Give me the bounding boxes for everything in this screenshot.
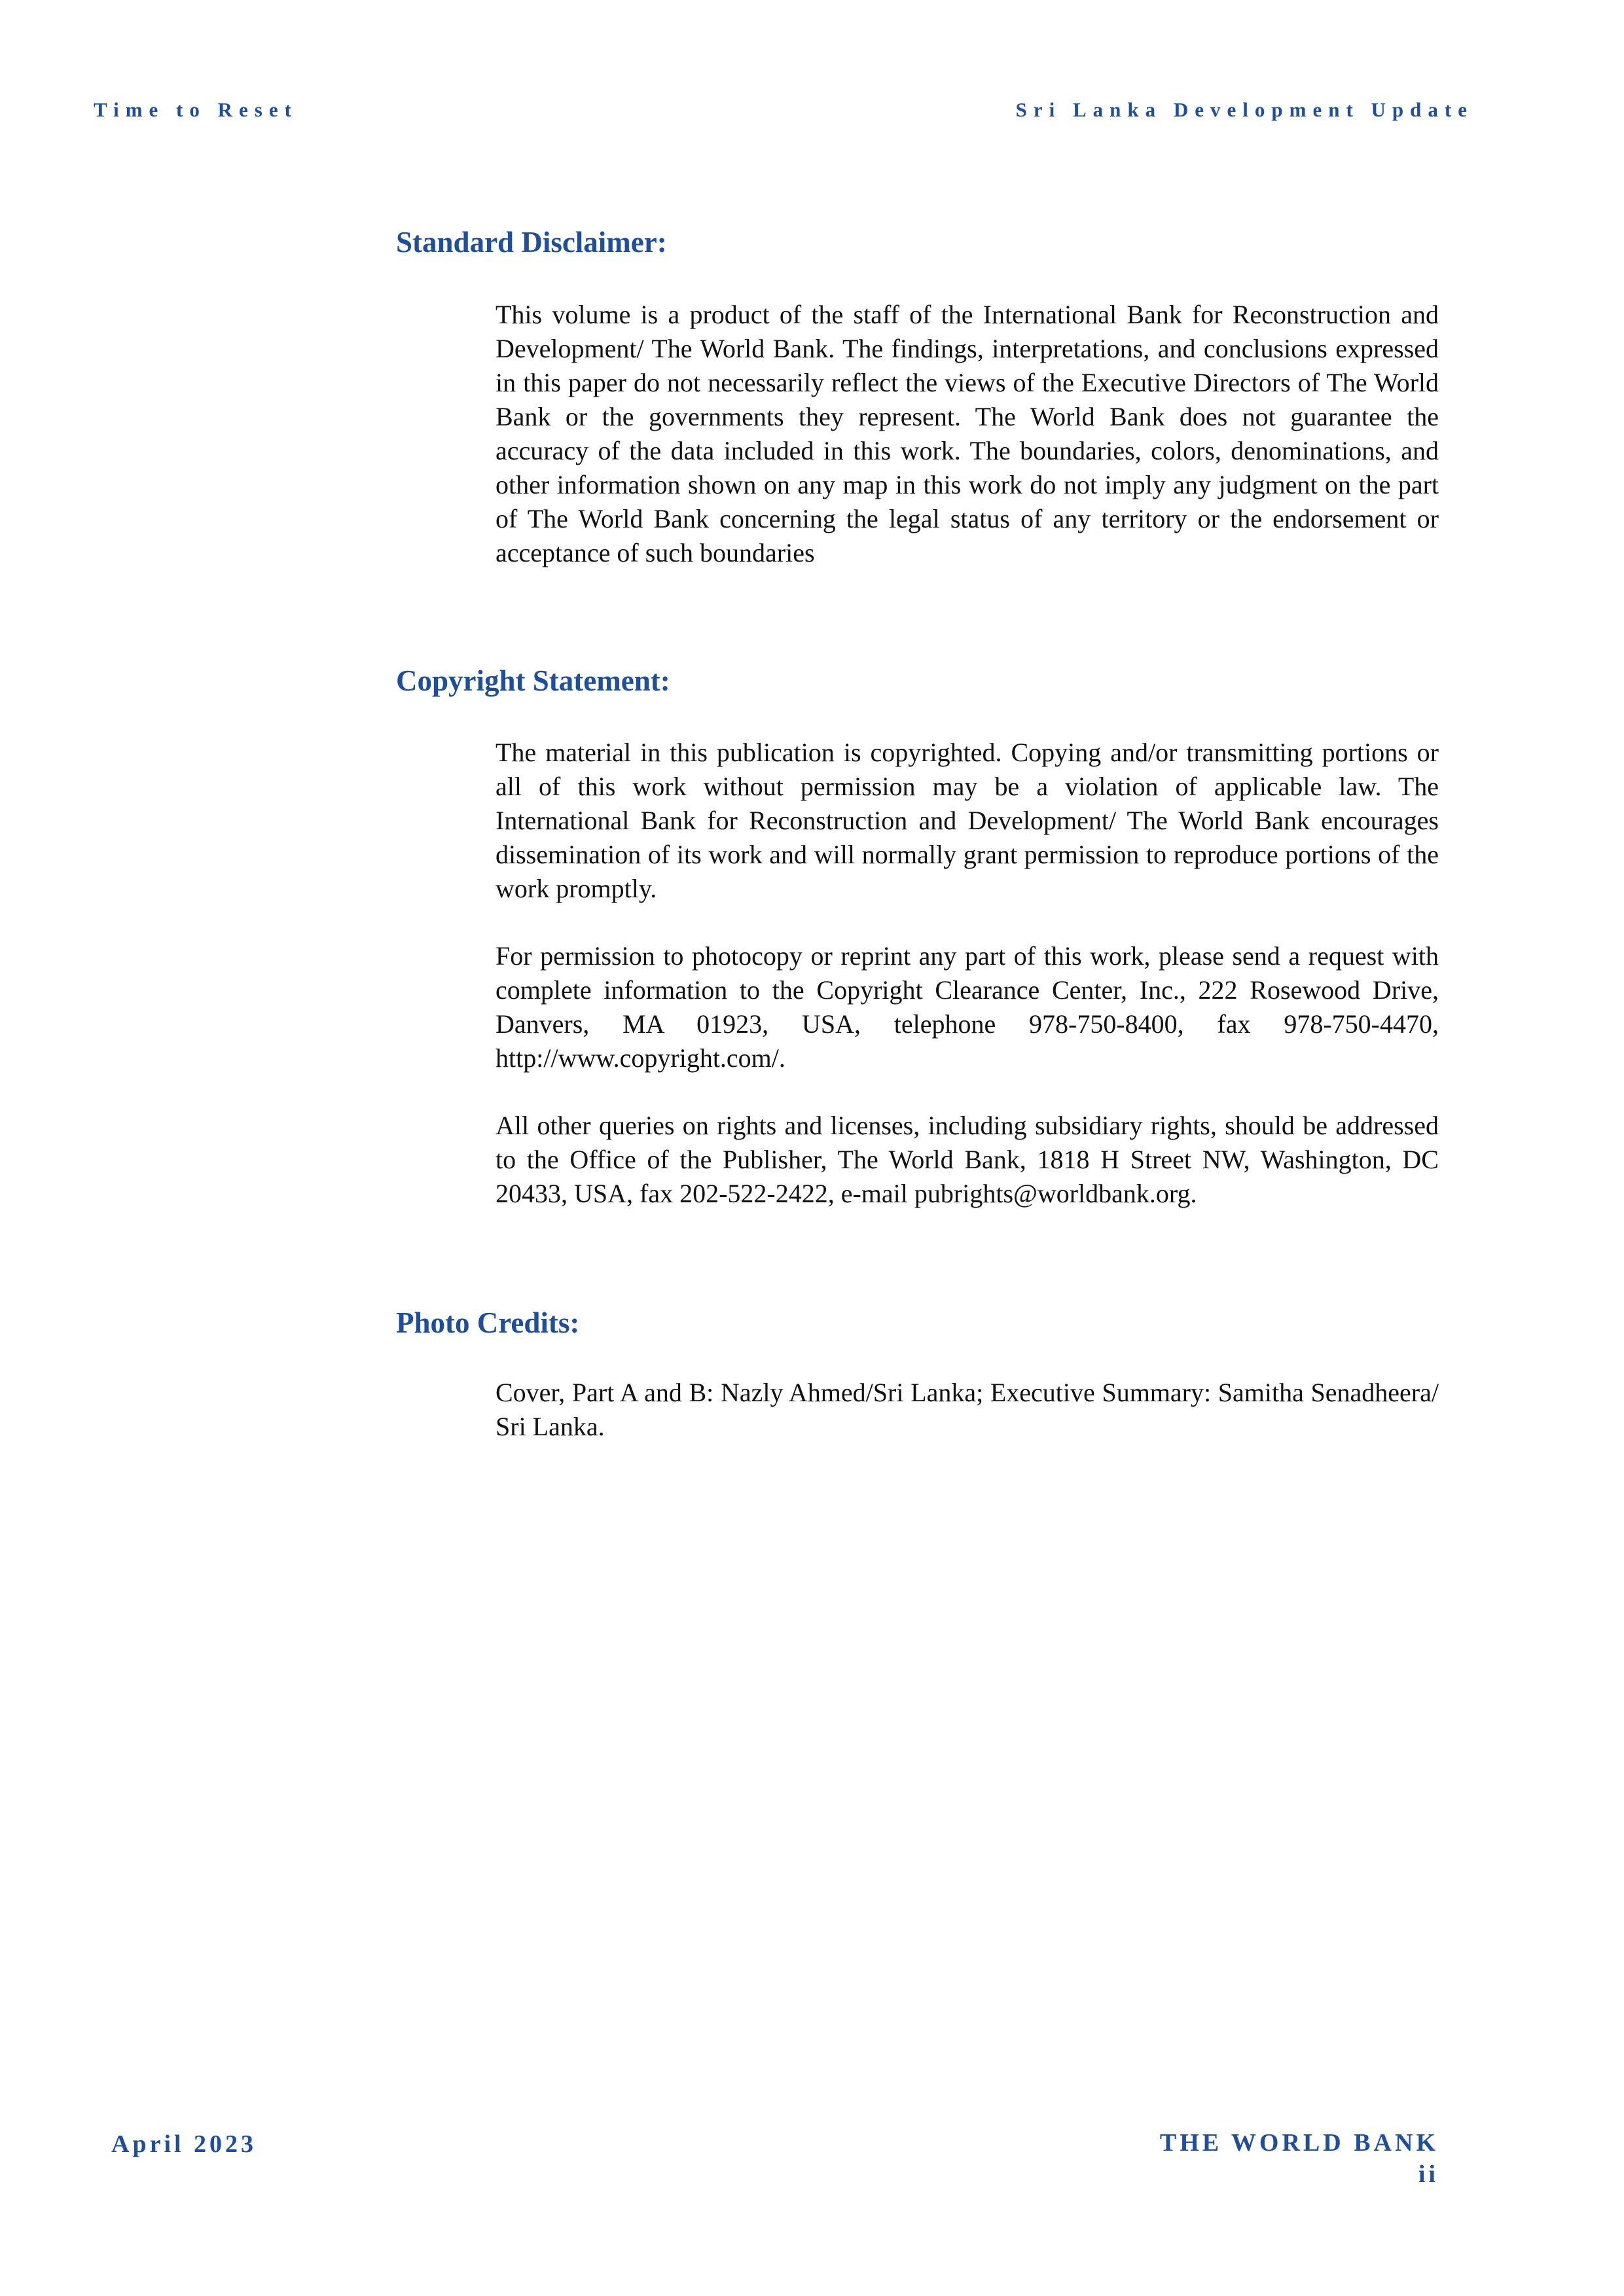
permission-paragraph: For permission to photocopy or reprint any part of this work, please send a request with complete information to the Copyright Clearance Center, Inc., 222 Rosewood Drive, Danvers, MA 01923, USA, telephone 978-750-8400, fax 978-750-4470, http://www.copyright.com/. [496, 941, 1439, 1073]
rights-queries-paragraph: All other queries on rights and licenses, including subsidiary rights, should be addressed to the Office of the Publisher, The World Bank, 1818 H Street NW, Washington, DC 20433, USA, fax 202-522-2422, e-mail pubrights@worldbank.org. [496, 1111, 1439, 1208]
photo-credits-heading: Photo Credits: [396, 1306, 580, 1339]
standard-disclaimer-heading: Standard Disclaimer: [396, 226, 667, 259]
footer-organization: THE WORLD BANK [1159, 2129, 1439, 2157]
copyright-paragraph: The material in this publication is copyrighted. Copying and/or transmitting portions or all of this work without permission may be a violation of applicable law. The International Bank for Reconstruction and Development/ The World Bank encourages dissemination of its work and will normally grant permission to reproduce portions of the work promptly. [496, 738, 1439, 903]
footer-date: April 2023 [111, 2130, 257, 2158]
photo-credits-paragraph: Cover, Part A and B: Nazly Ahmed/Sri Lanka; Executive Summary: Samitha Senadheera/ Sri Lanka. [496, 1378, 1439, 1441]
copyright-statement-heading: Copyright Statement: [396, 664, 670, 697]
footer-right [1160, 2127, 1439, 2190]
running-header-left: Time to Reset [94, 98, 298, 121]
page-number: ii [1418, 2161, 1439, 2188]
disclaimer-paragraph: This volume is a product of the staff of the International Bank for Reconstruction and Development/ The World Bank. The findings, interpretations, and conclusions expressed in this paper do not necessarily reflect the views of the Executive Directors of The World Bank or the governments they represent. The World Bank does not guarantee the accuracy of the data included in this work. The boundaries, colors, denominations, and other information shown on any map in this work do not imply any judgment on the part of The World Bank concerning the legal status of any territory or the endorsement or acceptance of such boundaries [496, 300, 1439, 567]
running-header-right: Sri Lanka Development Update [1015, 98, 1473, 121]
